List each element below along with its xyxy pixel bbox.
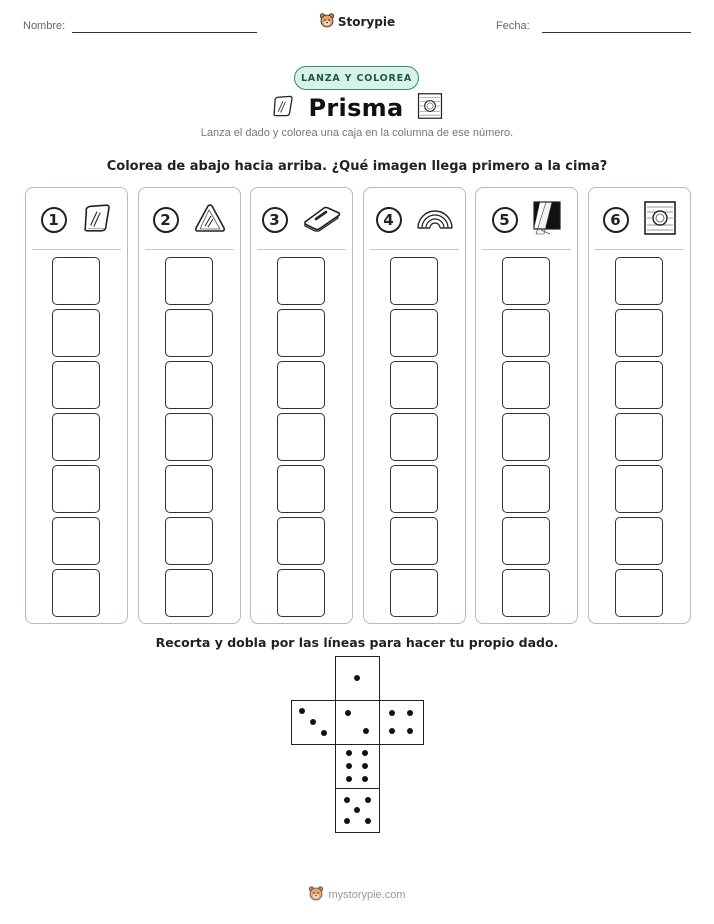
die-pip (389, 710, 395, 716)
die-pip (407, 728, 413, 734)
column-header (139, 202, 240, 238)
column-number: 4 (376, 207, 402, 233)
page-title: Prisma (308, 94, 404, 122)
color-box[interactable] (390, 569, 438, 617)
color-box[interactable] (52, 309, 100, 357)
column-divider (257, 249, 346, 250)
light-beam-icon (532, 200, 562, 240)
column-divider (145, 249, 234, 250)
color-box[interactable] (502, 569, 550, 617)
name-label: Nombre: (23, 20, 66, 32)
color-box[interactable] (52, 517, 100, 565)
color-box[interactable] (165, 569, 213, 617)
color-box[interactable] (390, 361, 438, 409)
column-header (26, 202, 127, 238)
wooden-block-icon (417, 92, 443, 124)
die-pip (344, 797, 350, 803)
color-box[interactable] (390, 465, 438, 513)
column-header (364, 202, 465, 238)
die-pip (362, 776, 368, 782)
die-face-6 (335, 744, 380, 789)
color-box[interactable] (502, 361, 550, 409)
page-subtitle: Lanza el dado y colorea una caja en la columna de ese número. (200, 127, 514, 139)
die-face-3 (291, 700, 336, 745)
column-header (589, 202, 690, 238)
color-box[interactable] (52, 465, 100, 513)
die-pip (362, 763, 368, 769)
footer (0, 885, 714, 905)
activity-badge: LANZA Y COLOREA (294, 66, 419, 90)
column-number: 2 (153, 207, 179, 233)
glass-slab-icon (302, 204, 342, 236)
column-divider (32, 249, 121, 250)
die-pip (365, 797, 371, 803)
color-box[interactable] (502, 257, 550, 305)
die-pip (354, 807, 360, 813)
color-box[interactable] (52, 569, 100, 617)
color-box[interactable] (502, 517, 550, 565)
coloring-instruction: Colorea de abajo hacia arriba. ¿Qué imagen llega primero a la cima? (106, 159, 608, 174)
die-pip (407, 710, 413, 716)
color-box[interactable] (52, 413, 100, 461)
color-box[interactable] (165, 517, 213, 565)
die-pip (346, 776, 352, 782)
color-box[interactable] (615, 257, 663, 305)
die-pip (344, 818, 350, 824)
die-pip (354, 675, 360, 681)
color-box[interactable] (390, 413, 438, 461)
die-pip (321, 730, 327, 736)
glass-triangle-icon (193, 202, 227, 238)
die-pip (299, 708, 305, 714)
column-6 (588, 187, 691, 624)
die-pip (346, 763, 352, 769)
title-row (0, 92, 714, 124)
die-pip (310, 719, 316, 725)
color-box[interactable] (277, 569, 325, 617)
column-divider (370, 249, 459, 250)
color-box[interactable] (390, 517, 438, 565)
column-4 (363, 187, 466, 624)
color-box[interactable] (615, 465, 663, 513)
color-box[interactable] (165, 361, 213, 409)
color-box[interactable] (615, 361, 663, 409)
color-box[interactable] (165, 413, 213, 461)
footer-url: mystorypie.com (328, 889, 406, 901)
column-header (476, 202, 577, 238)
color-box[interactable] (502, 309, 550, 357)
bear-logo-icon (319, 12, 335, 32)
color-box[interactable] (277, 257, 325, 305)
date-label: Fecha: (496, 20, 530, 32)
die-face-4 (379, 700, 424, 745)
die-pip (389, 728, 395, 734)
rainbow-icon (416, 206, 454, 234)
column-5 (475, 187, 578, 624)
color-box[interactable] (615, 569, 663, 617)
name-line[interactable] (72, 32, 257, 33)
die-pip (345, 710, 351, 716)
die-pip (362, 750, 368, 756)
die-face-2 (335, 700, 380, 745)
color-box[interactable] (277, 413, 325, 461)
die-pip (346, 750, 352, 756)
color-box[interactable] (277, 465, 325, 513)
color-box[interactable] (502, 413, 550, 461)
color-box[interactable] (52, 361, 100, 409)
glass-pane-icon (271, 94, 295, 122)
color-box[interactable] (165, 309, 213, 357)
color-box[interactable] (277, 517, 325, 565)
column-number: 6 (603, 207, 629, 233)
column-number: 3 (262, 207, 288, 233)
column-number: 1 (41, 207, 67, 233)
color-box[interactable] (390, 257, 438, 305)
die-face-1 (335, 656, 380, 701)
column-divider (595, 249, 684, 250)
column-divider (482, 249, 571, 250)
column-2 (138, 187, 241, 624)
color-box[interactable] (277, 309, 325, 357)
color-box[interactable] (615, 413, 663, 461)
die-pip (365, 818, 371, 824)
bear-logo-icon (308, 885, 324, 905)
brand (0, 12, 714, 32)
color-box[interactable] (52, 257, 100, 305)
color-box[interactable] (502, 465, 550, 513)
glass-pane-icon (81, 202, 113, 238)
die-face-5 (335, 788, 380, 833)
date-line[interactable] (542, 32, 691, 33)
die-instruction: Recorta y dobla por las líneas para hacer tu propio dado. (155, 635, 559, 650)
column-3 (250, 187, 353, 624)
brand-name: Storypie (337, 15, 396, 29)
color-box[interactable] (277, 361, 325, 409)
column-number: 5 (492, 207, 518, 233)
die-pip (363, 728, 369, 734)
column-header (251, 202, 352, 238)
color-box[interactable] (615, 517, 663, 565)
column-1 (25, 187, 128, 624)
color-box[interactable] (165, 257, 213, 305)
color-box[interactable] (390, 309, 438, 357)
color-box[interactable] (165, 465, 213, 513)
color-box[interactable] (615, 309, 663, 357)
wooden-block-icon (643, 200, 677, 240)
